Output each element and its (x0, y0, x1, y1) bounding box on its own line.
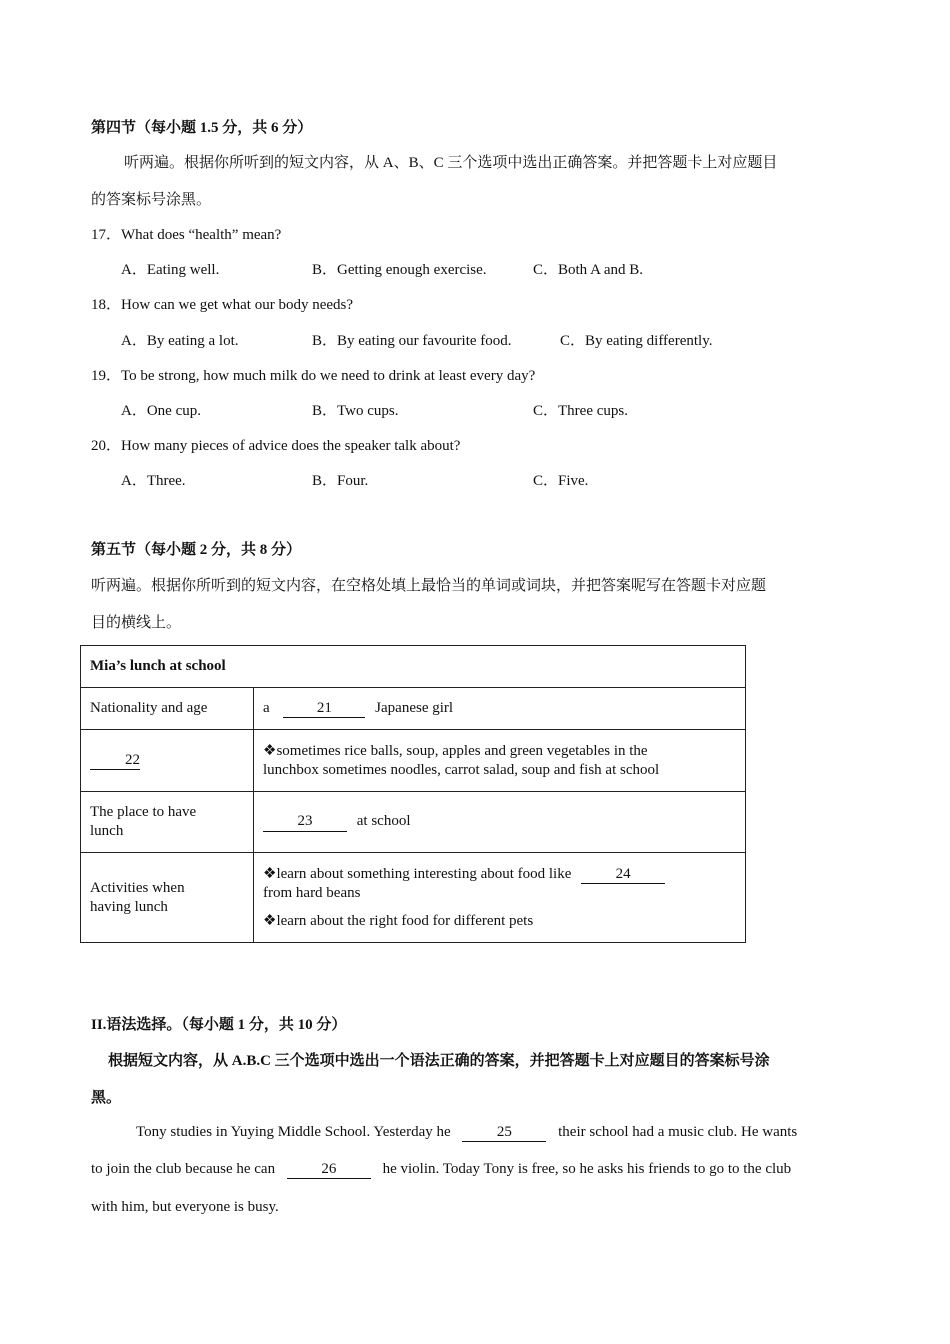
section4-instruction-line2: 的答案标号涂黑。 (91, 192, 212, 208)
grammar-instruction-line2: 黑。 (91, 1090, 122, 1106)
passage-line3: with him, but everyone is busy. (91, 1199, 279, 1215)
grammar-instruction-line1: 根据短文内容，从 A.B.C 三个选项中选出一个语法正确的答案，并把答题卡上对应题目的答案标号涂 (108, 1053, 770, 1069)
option-18-b: B．By eating our favourite food. (312, 333, 512, 349)
row-value-nationality (254, 688, 746, 730)
row-label-nationality: Nationality and age (81, 688, 254, 730)
option-19-c: C．Three cups. (533, 403, 628, 419)
label-line2: lunch (90, 823, 124, 839)
passage-text: he violin. Today Tony is free, so he asks his friends to go to the club (382, 1161, 792, 1177)
table-row (81, 853, 746, 943)
passage-text: their school had a music club. He wants (558, 1124, 798, 1140)
passage-text: to join the club because he can (91, 1161, 276, 1177)
option-20-b: B．Four. (312, 473, 369, 489)
option-17-c: C．Both A and B. (533, 262, 644, 278)
row-label-activities (81, 853, 254, 943)
activity-item1-line2: from hard beans (263, 884, 361, 901)
section4-instruction-line1: 听两遍。根据你所听到的短文内容，从 A、B、C 三个选项中选出正确答案。并把答题卡上对应题目 (124, 155, 778, 171)
row-label-22 (81, 730, 254, 792)
option-19-a: A．One cup. (121, 403, 201, 419)
question-19: 19．To be strong, how much milk do we need to drink at least every day? (91, 368, 536, 384)
question-17: 17．What does “health” mean? (91, 227, 282, 243)
suffix-text: at school (356, 813, 411, 830)
option-17-b: B．Getting enough exercise. (312, 262, 487, 278)
table-row (81, 792, 746, 853)
row-label-place (81, 792, 254, 853)
blank-25: 25 (462, 1124, 546, 1142)
mia-lunch-table (80, 645, 746, 943)
blank-23: 23 (263, 813, 347, 831)
row-value-activities (254, 853, 746, 943)
section5-instruction-line1: 听两遍。根据你所听到的短文内容，在空格处填上最恰当的单词或词块，并把答案呢写在答题卡对应题 (91, 578, 767, 594)
table-row (81, 730, 746, 792)
passage-line2 (91, 1160, 791, 1179)
option-20-c: C．Five. (533, 473, 589, 489)
passage-text: Tony studies in Yuying Middle School. Yesterday he (136, 1124, 451, 1140)
label-line2: having lunch (90, 898, 168, 915)
passage-line1 (136, 1123, 797, 1142)
option-18-c: C．By eating differently. (560, 333, 713, 349)
option-20-a: A．Three. (121, 473, 186, 489)
option-17-a: A．Eating well. (121, 262, 220, 278)
food-line1: ❖sometimes rice balls, soup, apples and green vegetables in the (263, 742, 648, 759)
prefix-text: a (263, 699, 270, 716)
option-18-a: A．By eating a lot. (121, 333, 239, 349)
blank-22: 22 (90, 752, 140, 770)
label-line1: The place to have (90, 804, 197, 821)
row-value-place (254, 792, 746, 853)
section5-instruction-line2: 目的横线上。 (91, 615, 182, 631)
section4-title: 第四节（每小题 1.5 分，共 6 分） (91, 120, 313, 136)
blank-26: 26 (287, 1161, 371, 1179)
table-title: Mia’s lunch at school (81, 646, 746, 688)
question-20: 20．How many pieces of advice does the speaker talk about? (91, 438, 461, 454)
activity-item1-text: ❖learn about something interesting about food like (263, 865, 572, 882)
food-line2: lunchbox sometimes noodles, carrot salad, soup and fish at school (263, 761, 660, 778)
grammar-title: II.语法选择。（每小题 1 分，共 10 分） (91, 1017, 347, 1033)
table-row (81, 688, 746, 730)
option-19-b: B．Two cups. (312, 403, 399, 419)
row-value-food (254, 730, 746, 792)
activity-item1 (263, 865, 736, 884)
question-18: 18．How can we get what our body needs? (91, 297, 354, 313)
label-line1: Activities when (90, 879, 185, 896)
suffix-text: Japanese girl (375, 699, 454, 716)
section5-title: 第五节（每小题 2 分，共 8 分） (91, 542, 302, 558)
table-title-row (81, 646, 746, 688)
activity-item2: ❖learn about the right food for different pets (263, 912, 534, 929)
blank-24: 24 (581, 866, 665, 884)
blank-21: 21 (283, 700, 365, 718)
